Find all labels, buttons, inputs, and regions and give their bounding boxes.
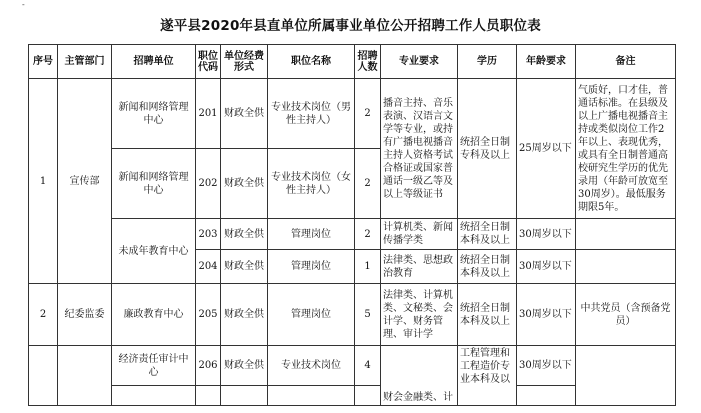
cell-position (268, 386, 355, 406)
cell-code: 202 (196, 149, 221, 219)
cell-age: 25周岁以下 (517, 79, 576, 219)
cell-seq: 2 (29, 284, 58, 346)
cell-dept: 宣传部 (58, 79, 112, 284)
cell-note: 中共党员（含预备党员） (576, 284, 676, 346)
cell-code: 204 (196, 250, 221, 284)
cell-edu: 工程管理和工程造价专业本科及以 (458, 346, 517, 406)
cell-funding: 财政全供 (221, 149, 268, 219)
header-row (29, 45, 676, 79)
cell-unit (112, 386, 196, 406)
cell-count: 2 (355, 149, 381, 219)
header-seq: 序号 (29, 45, 58, 79)
cell-major: 法律类、计算机类、文秘类、会计学、财务管理、审计学 (381, 284, 458, 346)
cell-age: 30周岁以下 (517, 346, 576, 386)
cell-major: 财会金融类、计 (381, 346, 458, 406)
header-major: 专业要求 (381, 45, 458, 79)
cell-count: 5 (355, 284, 381, 346)
cell-code: 205 (196, 284, 221, 346)
cell-code: 206 (196, 346, 221, 386)
header-age: 年龄要求 (517, 45, 576, 79)
cell-position: 专业技术岗位（女性主持人） (268, 149, 355, 219)
cell-funding: 财政全供 (221, 219, 268, 250)
header-dept: 主管部门 (58, 45, 112, 79)
cell-count: 1 (355, 250, 381, 284)
header-note: 备注 (576, 45, 676, 79)
cell-edu: 统招全日制本科及以上 (458, 284, 517, 346)
header-unit: 招聘单位 (112, 45, 196, 79)
cell-count: 4 (355, 346, 381, 386)
page-title: 遂平县2020年县直单位所属事业单位公开招聘工作人员职位表 (160, 18, 541, 34)
cell-major: 法律类、思想政治教育 (381, 250, 458, 284)
cell-major: 播音主持、音乐表演、汉语言文学等专业，或持有广播电视播音主持人资格考试合格证或国家普通话一级乙等及以上等级证书 (381, 79, 458, 219)
cell-age: 30周岁以下 (517, 250, 576, 284)
cell-age: 30周岁以下 (517, 219, 576, 250)
cell-funding: 财政全供 (221, 284, 268, 346)
corner-mark: - (22, 0, 25, 9)
cell-unit: 廉政教育中心 (112, 284, 196, 346)
cell-funding: 财政全供 (221, 346, 268, 386)
cell-edu: 统招全日制本科及以上 (458, 219, 517, 250)
cell-dept: 纪委监委 (58, 284, 112, 346)
header-funding: 单位经费形式 (221, 45, 268, 79)
cell-age (517, 386, 576, 406)
cell-unit: 新闻和网络管理中心 (112, 149, 196, 219)
table-row (29, 79, 676, 149)
cell-note (576, 250, 676, 284)
cell-code: 201 (196, 79, 221, 149)
header-edu: 学历 (458, 45, 517, 79)
cell-funding (221, 386, 268, 406)
cell-count: 2 (355, 79, 381, 149)
cell-funding: 财政全供 (221, 250, 268, 284)
cell-position: 管理岗位 (268, 219, 355, 250)
cell-unit: 新闻和网络管理中心 (112, 79, 196, 149)
cell-note (576, 219, 676, 250)
cell-position: 专业技术岗位（男性主持人） (268, 79, 355, 149)
cell-age: 30周岁以下 (517, 284, 576, 346)
cell-edu: 统招全日制专科及以上 (458, 79, 517, 219)
cell-position: 管理岗位 (268, 250, 355, 284)
cell-note (576, 346, 676, 406)
positions-table (28, 44, 676, 406)
header-position: 职位名称 (268, 45, 355, 79)
cell-position: 专业技术岗位 (268, 346, 355, 386)
table-row (29, 346, 676, 386)
cell-major: 计算机类、新闻传播学类 (381, 219, 458, 250)
cell-edu: 统招全日制本科及以上 (458, 250, 517, 284)
cell-unit: 经济责任审计中心 (112, 346, 196, 386)
cell-seq (29, 346, 58, 406)
header-count: 招聘人数 (355, 45, 381, 79)
cell-note: 气质好，口才佳，普通话标准。在县级及以上广播电视播音主持或类似岗位工作2年以上、表现优秀，或具有全日制普通高校研究生学历的优先录用（年龄可放宽至30周岁）。最低服务期限5年。 (576, 79, 676, 219)
cell-code (196, 386, 221, 406)
cell-position: 管理岗位 (268, 284, 355, 346)
cell-seq: 1 (29, 79, 58, 284)
table-row (29, 284, 676, 346)
cell-dept (58, 346, 112, 406)
table-row (29, 219, 676, 250)
cell-count: 2 (355, 219, 381, 250)
cell-unit: 未成年教育中心 (112, 219, 196, 284)
cell-count (355, 386, 381, 406)
cell-code: 203 (196, 219, 221, 250)
cell-funding: 财政全供 (221, 79, 268, 149)
header-code: 职位代码 (196, 45, 221, 79)
